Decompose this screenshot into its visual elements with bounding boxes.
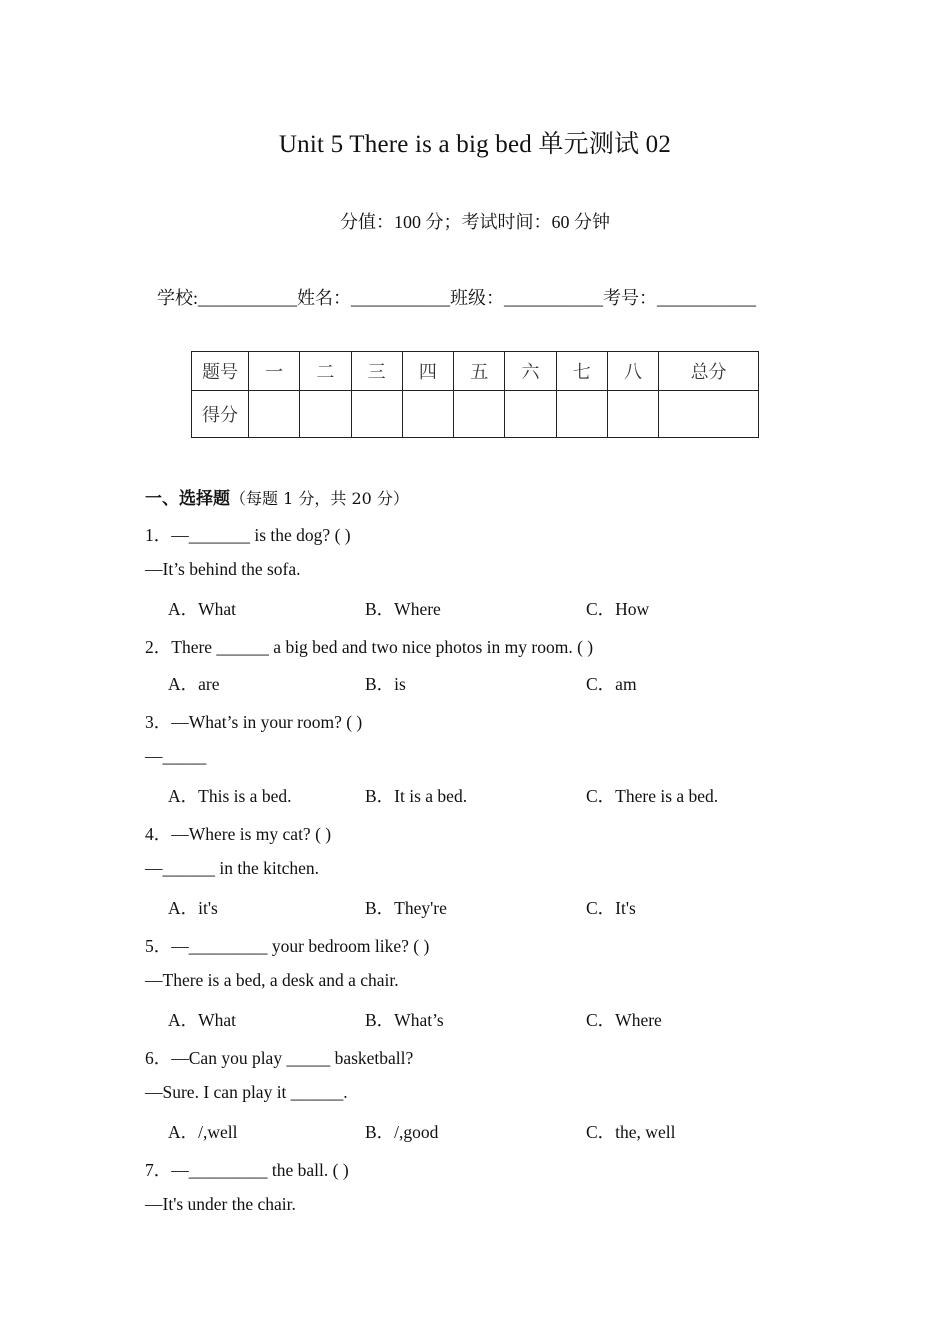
score-table-header-cell: 一 bbox=[249, 352, 300, 391]
score-table-header-cell: 五 bbox=[454, 352, 505, 391]
section-note: （每题 1 分，共 20 分） bbox=[230, 489, 409, 508]
score-cell bbox=[300, 391, 351, 438]
score-cell bbox=[402, 391, 453, 438]
question-5-answer-line: —There is a bed, a desk and a chair. bbox=[145, 970, 399, 990]
section-title: 一、选择题 bbox=[145, 489, 230, 509]
question-4-stem: 4．—Where is my cat? ( ) bbox=[145, 824, 332, 844]
question-2-stem: 2．There ______ a big bed and two nice photos in my room. ( ) bbox=[145, 637, 594, 657]
score-table-header-cell: 三 bbox=[351, 352, 402, 391]
score-table-header-row bbox=[192, 352, 759, 391]
score-table-score-row bbox=[192, 391, 759, 438]
question-5-option-b: B．What’s bbox=[365, 1010, 444, 1030]
exam-info: 分值：100 分；考试时间：60 分钟 bbox=[340, 212, 610, 232]
question-6-option-a: A．/,well bbox=[168, 1122, 238, 1142]
question-4-answer-line: —______ in the kitchen. bbox=[145, 858, 320, 878]
question-6-stem: 6．—Can you play _____ basketball? bbox=[145, 1048, 414, 1068]
question-3-stem: 3．—What’s in your room? ( ) bbox=[145, 712, 363, 732]
student-info-line: 学校:___________姓名：___________班级：___________考号：___________ bbox=[157, 288, 756, 308]
question-1-option-a: A．What bbox=[168, 599, 237, 619]
question-5-option-a: A．What bbox=[168, 1010, 237, 1030]
question-3-answer-line: —_____ bbox=[145, 746, 207, 766]
question-6-option-b: B．/,good bbox=[365, 1122, 439, 1142]
question-5-option-c: C．Where bbox=[586, 1010, 662, 1030]
score-table bbox=[191, 351, 759, 438]
section-heading bbox=[145, 484, 409, 509]
score-table-header-cell: 七 bbox=[556, 352, 607, 391]
score-table-header-cell: 总分 bbox=[659, 352, 759, 391]
question-7-stem: 7．—_________ the ball. ( ) bbox=[145, 1160, 349, 1180]
score-table-header-cell: 四 bbox=[402, 352, 453, 391]
question-4-option-a: A．it's bbox=[168, 898, 218, 918]
question-6-option-c: C．the, well bbox=[586, 1122, 676, 1142]
question-5-stem: 5．—_________ your bedroom like? ( ) bbox=[145, 936, 430, 956]
question-3-option-a: A．This is a bed. bbox=[168, 786, 292, 806]
question-3-option-b: B．It is a bed. bbox=[365, 786, 468, 806]
question-1-option-b: B．Where bbox=[365, 599, 441, 619]
score-cell bbox=[249, 391, 300, 438]
score-table-header-cell: 二 bbox=[300, 352, 351, 391]
question-2-option-c: C．am bbox=[586, 674, 637, 694]
score-cell bbox=[607, 391, 658, 438]
question-3-option-c: C．There is a bed. bbox=[586, 786, 719, 806]
question-2-option-a: A．are bbox=[168, 674, 220, 694]
score-table-header-cell: 八 bbox=[607, 352, 658, 391]
score-cell bbox=[351, 391, 402, 438]
score-cell bbox=[556, 391, 607, 438]
question-6-answer-line: —Sure. I can play it ______. bbox=[145, 1082, 348, 1102]
score-cell bbox=[454, 391, 505, 438]
question-4-option-b: B．They're bbox=[365, 898, 447, 918]
score-table-row-label: 得分 bbox=[192, 391, 249, 438]
page-title: Unit 5 There is a big bed 单元测试 02 bbox=[278, 131, 672, 158]
score-table-header-cell: 六 bbox=[505, 352, 556, 391]
score-table-header-cell: 题号 bbox=[192, 352, 249, 391]
score-cell bbox=[505, 391, 556, 438]
score-cell bbox=[659, 391, 759, 438]
question-1-answer-line: —It’s behind the sofa. bbox=[145, 559, 301, 579]
question-1-option-c: C．How bbox=[586, 599, 650, 619]
question-7-answer-line: —It's under the chair. bbox=[145, 1194, 296, 1214]
question-1-stem: 1．—_______ is the dog? ( ) bbox=[145, 525, 351, 545]
question-2-option-b: B．is bbox=[365, 674, 406, 694]
question-4-option-c: C．It's bbox=[586, 898, 636, 918]
